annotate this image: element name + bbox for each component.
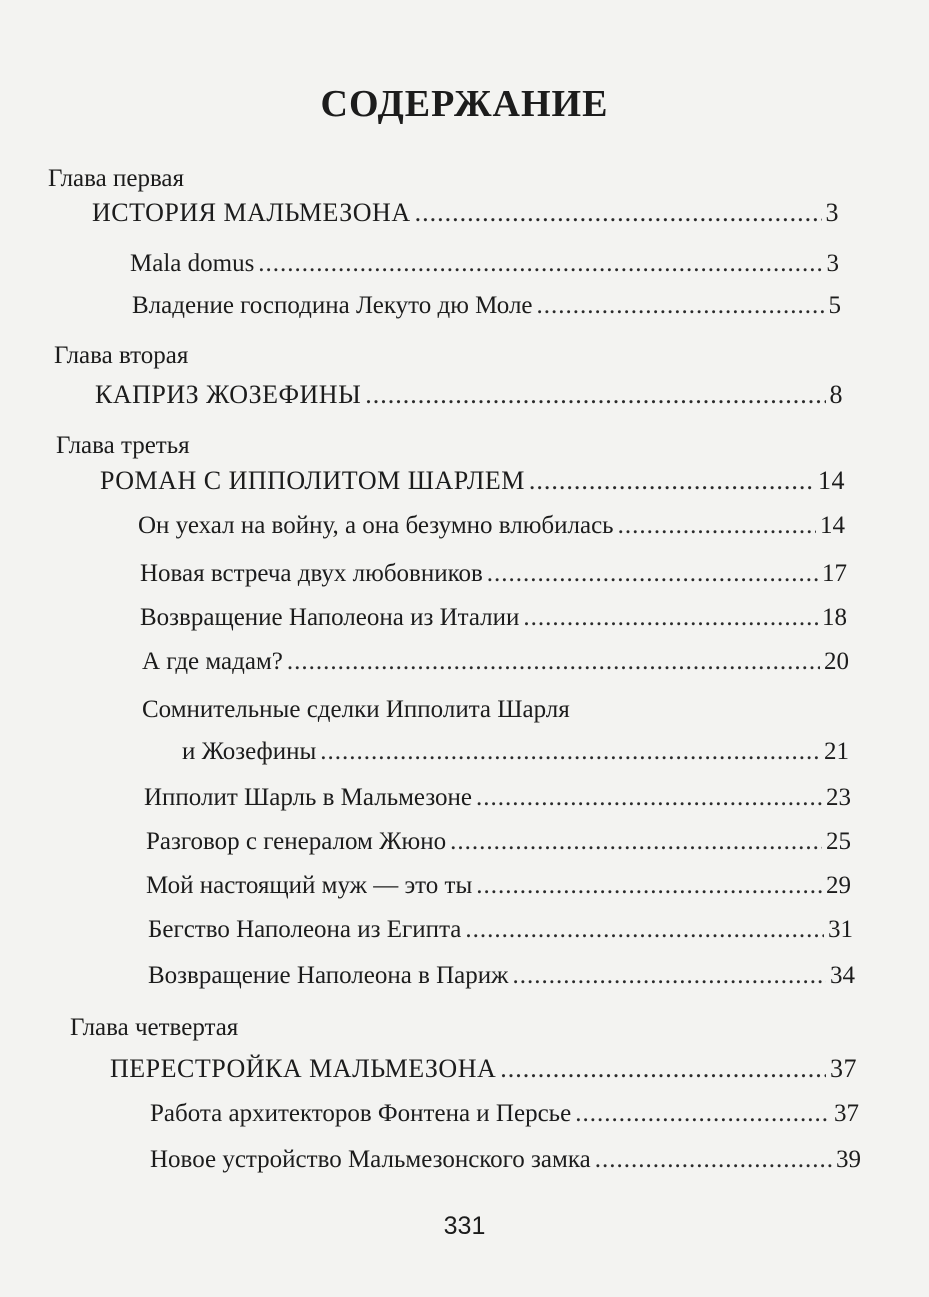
page-number: 34 — [830, 962, 855, 989]
page-number: 18 — [822, 604, 847, 631]
entry-title-line: Сомнительные сделки Ипполита Шарля — [142, 696, 570, 723]
toc-entry[interactable] — [144, 784, 851, 812]
page-number: 3 — [825, 198, 839, 227]
page-number: 25 — [826, 828, 851, 855]
dot-leader — [529, 466, 814, 496]
dot-leader — [365, 380, 825, 410]
dot-leader — [465, 916, 824, 944]
entry-title: Мой настоящий муж — это ты — [146, 872, 473, 899]
page-number: 37 — [830, 1054, 857, 1083]
toc-entry[interactable] — [148, 916, 853, 944]
entry-title: А где мадам? — [142, 648, 283, 675]
toc-entry[interactable] — [150, 1100, 859, 1128]
chapter-label: Глава вторая — [54, 342, 189, 369]
entry-title: КАПРИЗ ЖОЗЕФИНЫ — [95, 380, 362, 409]
toc-entry[interactable] — [148, 962, 855, 990]
entry-title: Новое устройство Мальмезонского замка — [150, 1146, 591, 1173]
entry-title: Mala domus — [130, 250, 255, 277]
page-folio: 331 — [443, 1212, 486, 1240]
page-number: 14 — [820, 512, 845, 539]
toc-entry[interactable] — [182, 738, 849, 766]
toc-entry[interactable] — [146, 828, 851, 856]
toc-entry[interactable] — [92, 198, 839, 228]
entry-title: Владение господина Лекуто дю Моле — [132, 292, 533, 319]
page-number: 29 — [826, 872, 851, 899]
toc-entry[interactable] — [130, 250, 839, 278]
page-number: 5 — [828, 292, 841, 319]
dot-leader — [415, 198, 822, 228]
toc-entry[interactable] — [146, 872, 851, 900]
entry-title: Он уехал на войну, а она безумно влюбилась — [138, 512, 614, 539]
entry-title: Возвращение Наполеона из Италии — [140, 604, 520, 631]
entry-title: и Жозефины — [182, 738, 317, 765]
dot-leader — [537, 292, 825, 320]
dot-leader — [476, 872, 822, 900]
dot-leader — [595, 1146, 832, 1174]
toc-entry[interactable] — [110, 1054, 857, 1084]
entry-title: Новая встреча двух любовников — [140, 560, 483, 587]
dot-leader — [258, 250, 822, 278]
page-title: СОДЕРЖАНИЕ — [320, 83, 609, 125]
chapter-label: Глава четвертая — [70, 1014, 239, 1041]
page-number: 23 — [826, 784, 851, 811]
entry-title: Работа архитекторов Фонтена и Персье — [150, 1100, 572, 1127]
chapter-label: Глава первая — [48, 165, 185, 192]
toc-entry[interactable] — [138, 512, 845, 540]
toc-entry[interactable] — [132, 292, 841, 320]
dot-leader — [618, 512, 816, 540]
entry-title: Ипполит Шарль в Мальмезоне — [144, 784, 473, 811]
entry-title: Возвращение Наполеона в Париж — [148, 962, 509, 989]
dot-leader — [487, 560, 818, 588]
dot-leader — [287, 648, 820, 676]
entry-title: ИСТОРИЯ МАЛЬМЕЗОНА — [92, 198, 411, 227]
dot-leader — [523, 604, 818, 632]
dot-leader — [512, 962, 826, 990]
entry-title: РОМАН С ИППОЛИТОМ ШАРЛЕМ — [100, 466, 525, 495]
dot-leader — [320, 738, 820, 766]
toc-entry[interactable] — [150, 1146, 861, 1174]
page-number: 37 — [834, 1100, 859, 1127]
toc-entry[interactable] — [140, 604, 847, 632]
page-number: 39 — [836, 1146, 861, 1173]
page-number: 20 — [824, 648, 849, 675]
dot-leader — [575, 1100, 830, 1128]
toc-entry[interactable] — [140, 560, 847, 588]
chapter-label: Глава третья — [56, 432, 190, 459]
dot-leader — [476, 784, 822, 812]
entry-title: Бегство Наполеона из Египта — [148, 916, 462, 943]
page-number: 31 — [828, 916, 853, 943]
page-number: 21 — [824, 738, 849, 765]
toc-entry[interactable] — [142, 648, 849, 676]
dot-leader — [450, 828, 822, 856]
page-number: 17 — [822, 560, 847, 587]
entry-title: Разговор с генералом Жюно — [146, 828, 447, 855]
entry-title: ПЕРЕСТРОЙКА МАЛЬМЕЗОНА — [110, 1054, 497, 1083]
page-number: 14 — [818, 466, 845, 495]
page-number: 3 — [826, 250, 839, 277]
dot-leader — [500, 1054, 826, 1084]
toc-entry[interactable] — [100, 466, 845, 496]
page-number: 8 — [829, 380, 843, 409]
toc-entry[interactable] — [95, 380, 843, 410]
